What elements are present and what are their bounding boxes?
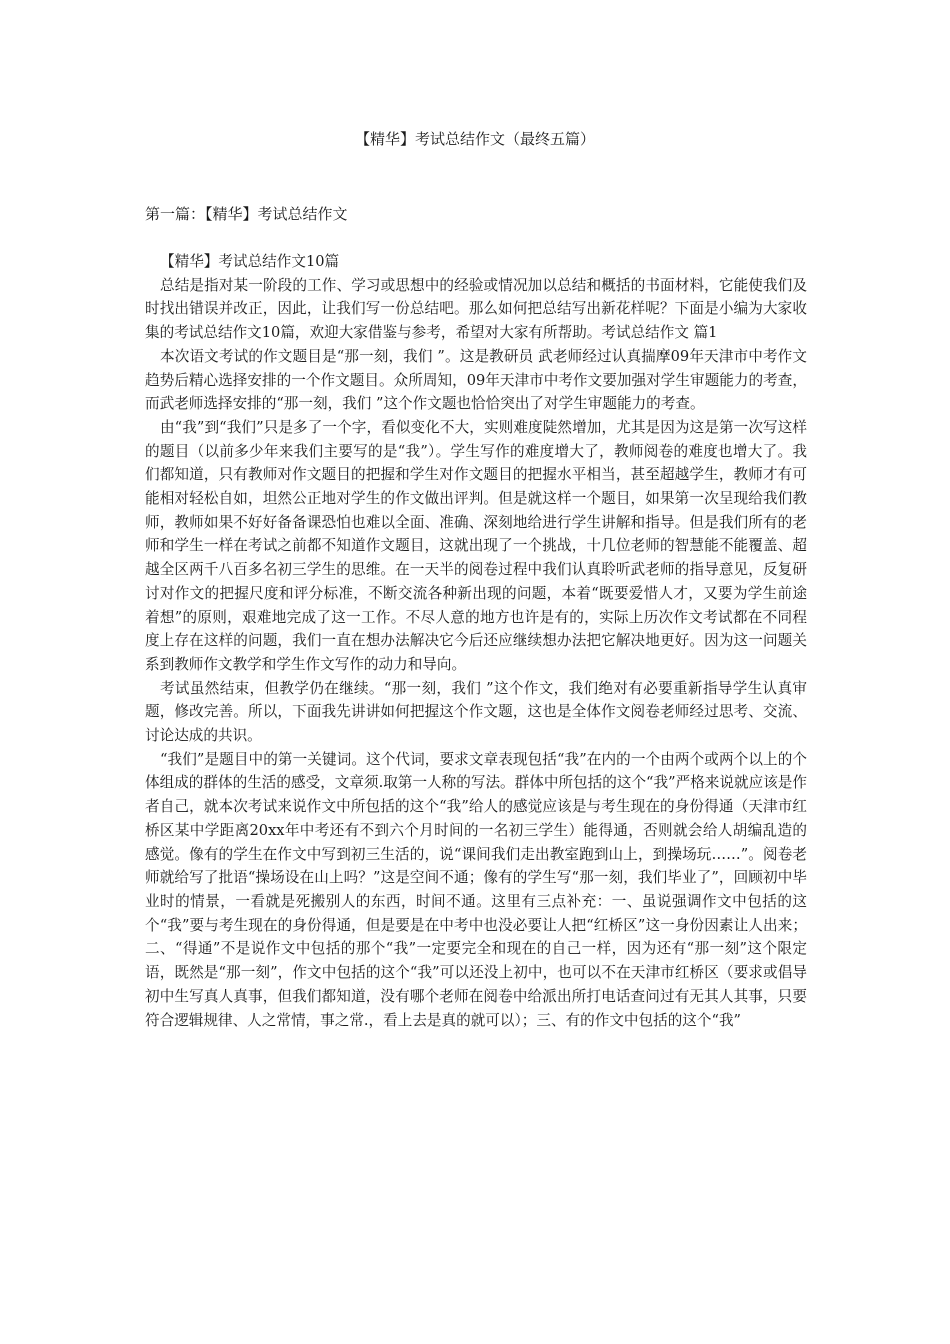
paragraph: 考试虽然结束，但教学仍在继续。“那一刻，我们 ”这个作文，我们绝对有必要重新指导学生认真审题，修改完善。所以，下面我先讲讲如何把握这个作文题，这也是全体作文阅卷老师经过思考、交流、讨论达成的共识。 [145, 679, 807, 745]
paragraph: 由“我”到“我们”只是多了一个字，看似变化不大，实则难度陡然增加，尤其是因为这是第一次写这样的题目（以前多少年来我们主要写的是“我”）。学生写作的难度增大了，教师阅卷的难度也增大了。我们都知道，只有教师对作文题目的把握和学生对作文题目的把握水平相当，甚至超越学生，教师才有可能相对轻松自如，坦然公正地对学生的作文做出评判。但是就这样一个题目，如果第一次呈现给我们教师，教师如果不好好备备课恐怕也难以全面、准确、深刻地给进行学生讲解和指导。但是我们所有的老师和学生一样在考试之前都不知道作文题目，这就出现了一个挑战，十几位老师的智慧能不能覆盖、超越全区两千八百多名初三学生的思维。在一天半的阅卷过程中我们认真聆听武老师的指导意见，反复研讨对作文的把握尺度和评分标准，不断交流各种新出现的问题，本着“既要爱惜人才，又要为学生前途着想”的原则，艰难地完成了这一工作。不尽人意的地方也许是有的，实际上历次作文考试都在不同程度上存在这样的问题，我们一直在想办法解决它今后还应继续想办法把它解决地更好。因为这一问题关系到教师作文教学和学生作文写作的动力和导向。 [145, 418, 807, 673]
paragraph: “我们”是题目中的第一关键词。这个代词，要求文章表现包括“我”在内的一个由两个或两个以上的个体组成的群体的生活的感受，文章须.取第一人称的写法。群体中所包括的这个“我”严格来说就应该是作者自己，就本次考试来说作文中所包括的这个“我”给人的感觉应该是与考生现在的身份得通（天津市红桥区某中学距离20xx年中考还有不到六个月时间的一名初三学生）能得通，否则就会给人胡编乱造的感觉。像有的学生在作文中写到初三生活的，说“课间我们走出教室跑到山上，到操场玩……”。阅卷老师就给写了批语“操场设在山上吗？”这是空间不通；像有的学生写“那一刻，我们毕业了”，回顾初中毕业时的情景，一看就是死搬别人的东西，时间不通。这里有三点补充：一、虽说强调作文中包括的这个“我”要与考生现在的身份得通，但是要是在中考中也没必要让人把“红桥区”这一身份因素让人出来；二、“得通”不是说作文中包括的那个“我”一定要完全和现在的自己一样，因为还有“那一刻”这个限定语，既然是“那一刻”，作文中包括的这个“我”可以还没上初中，也可以不在天津市红桥区（要求或倡导初中生写真人真事，但我们都知道，没有哪个老师在阅卷中给派出所打电话查问过有无其人其事，只要符合逻辑规律、人之常情，事之常.，看上去是真的就可以）；三、有的作文中包括的这个“我” [145, 750, 807, 1029]
document-body [145, 250, 807, 1032]
paragraph: 本次语文考试的作文题目是“那一刻，我们 ”。这是教研员 武老师经过认真揣摩09年天津市中考作文趋势后精心选择安排的一个作文题目。众所周知，09年天津市中考作文要加强对学生审题能力的考查，而武老师选择安排的“那一刻，我们 ”这个作文题也恰恰突出了对学生审题能力的考查。 [145, 347, 807, 413]
paragraph: 总结是指对某一阶段的工作、学习或思想中的经验或情况加以总结和概括的书面材料，它能使我们及时找出错误并改正，因此，让我们写一份总结吧。那么如何把总结写出新花样呢？下面是小编为大家收集的考试总结作文10篇，欢迎大家借鉴与参考，希望对大家有所帮助。考试总结作文 篇1 [145, 276, 807, 342]
section-heading: 第一篇：【精华】考试总结作文 [145, 205, 348, 223]
document-title: 【精华】考试总结作文（最终五篇） [354, 130, 595, 148]
essay-subtitle: 【精华】考试总结作文10篇 [160, 253, 340, 270]
